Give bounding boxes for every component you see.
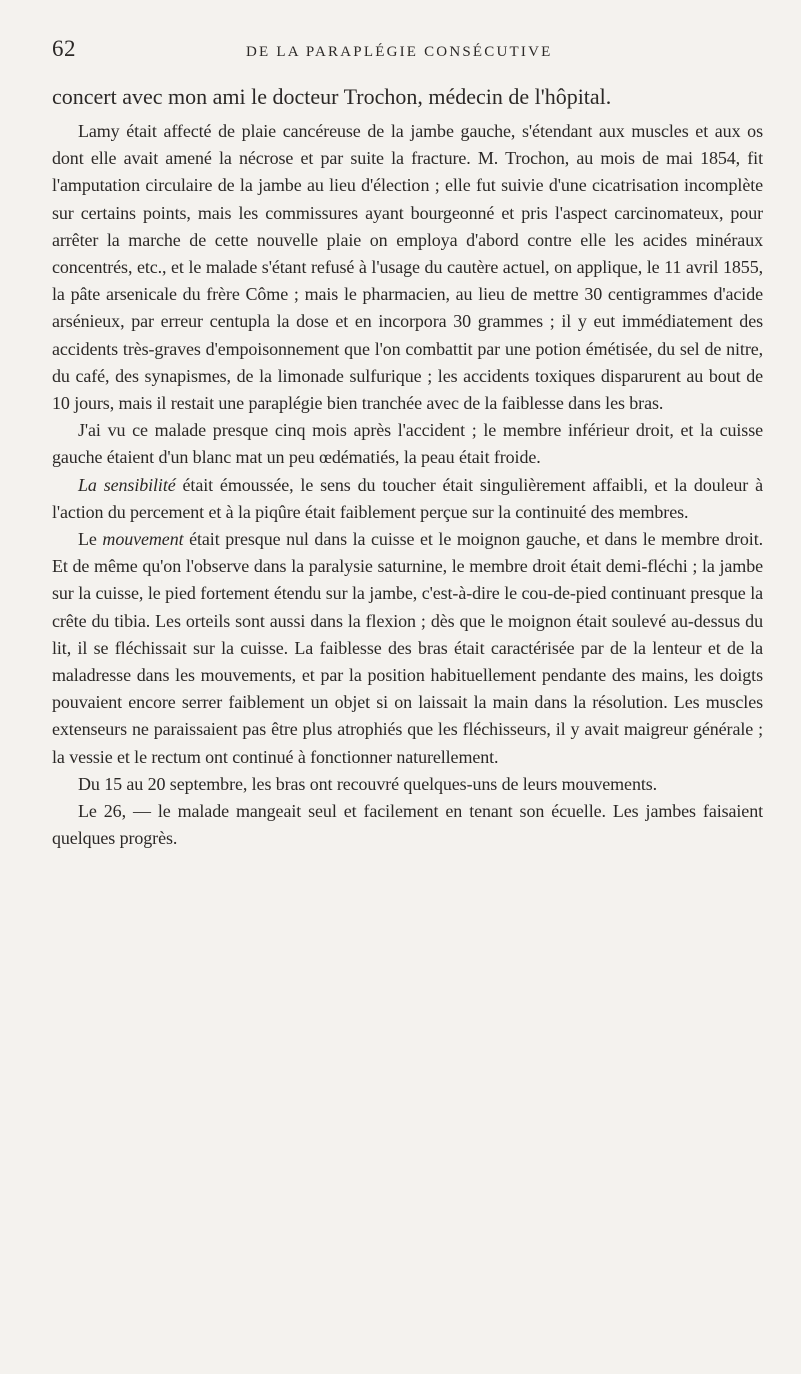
paragraph-progress: Le 26, — le malade mangeait seul et facilement en tenant son écuelle. Les jambes faisaient quelques progrès. (52, 801, 763, 849)
running-title: DE LA PARAPLÉGIE CONSÉCUTIVE (246, 44, 553, 60)
paragraph-case-history: Lamy était affecté de plaie cancéreuse de la jambe gauche, s'étendant aux muscles et aux os dont elle avait amené la nécrose et par suite la fracture. M. Trochon, au mois de mai 1854, fit l'amputation circulaire de la jambe au lieu d'élection ; elle fut suivie d'une cicatrisation incomplète sur certains points, mais les commissures ayant bourgeonné et pris l'aspect carcinomateux, pour arrêter la marche de cette nouvelle plaie on employa d'abord contre elle les acides minéraux concentrés, etc., et le malade s'étant refusé à l'usage du cautère actuel, on applique, le 11 avril 1855, la pâte arsenicale du frère Côme ; mais le pharmacien, au lieu de mettre 30 centigrammes d'acide arsénieux, par erreur centupla la dose et en incorpora 30 grammes ; il y eut immédiatement des accidents très-graves d'empoisonnement que l'on combattit par une potion émétisée, du sel de nitre, du café, des synapismes, de la limonade sulfurique ; les accidents toxiques disparurent au bout de 10 jours, mais il restait une paraplégie bien tranchée avec de la faiblesse dans les bras. (52, 121, 763, 414)
body-text (52, 82, 763, 852)
paragraph-sensibility (52, 472, 763, 526)
italic-heading-sensibility: La sensibilité (78, 474, 176, 495)
paragraph-movement-text: était presque nul dans la cuisse et le moignon gauche, et dans le membre droit. Et de même qu'on l'observe dans la paralysie saturnine, le membre droit était demi-fléchi ; la jambe sur la cuisse, le pied fortement étendu sur la jambe, c'est-à-dire le cou-de-pied continuant presque la crête du tibia. Les orteils sont aussi dans la flexion ; dès que le moignon était soulevé au-dessus du lit, il se fléchissait sur la cuisse. La faiblesse des bras était caractérisée par de la lenteur et de la maladresse dans les mouvements, et par la position habituellement pendante des mains, les doigts pouvaient encore serrer faiblement un objet si on laissait la main dans la résolution. Les muscles extenseurs ne paraissaient pas être plus atrophiés que les fléchisseurs, il y avait maigreur générale ; la vessie et le rectum ont continué à fonctionner naturellement. (52, 529, 764, 767)
paragraph-examination: J'ai vu ce malade presque cinq mois après l'accident ; le membre inférieur droit, et la cuisse gauche étaient d'un blanc mat un peu œdématiés, la peau était froide. (52, 420, 763, 468)
paragraph-movement (52, 526, 763, 771)
italic-heading-movement: mouvement (102, 529, 184, 550)
paragraph-recovery: Du 15 au 20 septembre, les bras ont recouvré quelques-uns de leurs mouvements. (78, 773, 658, 794)
paragraph-movement-lead: Le (78, 529, 97, 550)
paragraph-sensibility-text: était émoussée, le sens du toucher était singulièrement affaibli, et la douleur à l'action du percement et à la piqûre était faiblement perçue sur la continuité des membres. (52, 474, 764, 522)
page-number: 62 (52, 36, 76, 61)
lead-paragraph: concert avec mon ami le docteur Trochon, médecin de l'hôpital. (52, 84, 612, 109)
running-head (52, 0, 763, 80)
